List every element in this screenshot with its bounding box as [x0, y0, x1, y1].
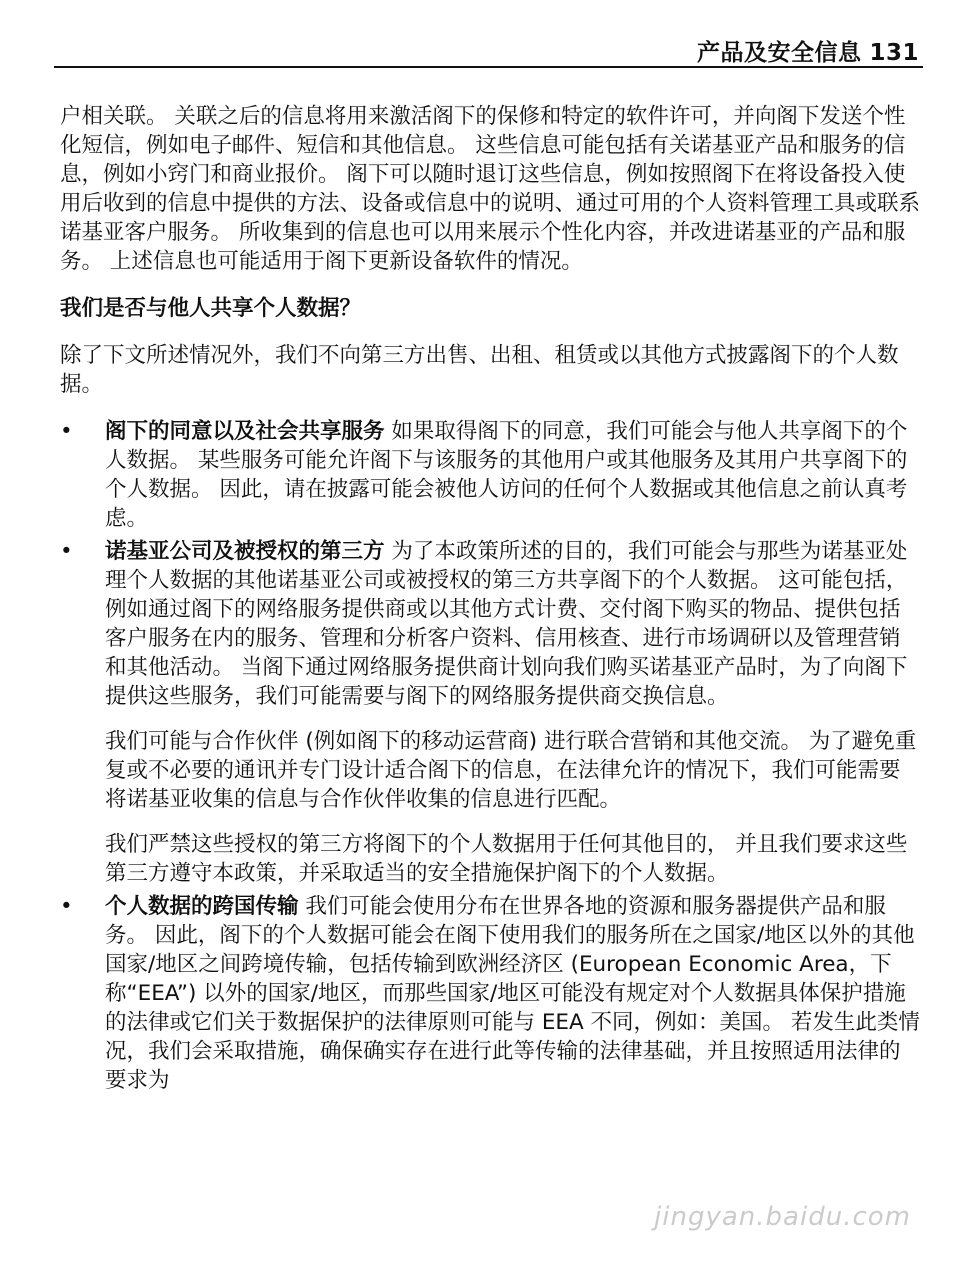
bullet-text: 我们可能会使用分布在世界各地的资源和服务器提供产品和服务。 因此，阁下的个人数据可能会在阁下使用我们的服务所在之国家/地区以外的其他国家/地区之间跨境传输，包括传输到欧洲经济区 (European Economic Area，下称“EEA”) 以外的国家/地区，而那些国家/地区可能没有规定对个人数据具体保护措施的法律或它们关于数据保护的法律原则可能与 EEA 不同，例如：美国。 若发生此类情况，我们会采取措施，确保确实存在进行此等传输的法律基础，并且按照适用法律的要求为 [105, 894, 920, 1093]
sharing-intro-paragraph: 除了下文所述情况外，我们不向第三方出售、出租、租赁或以其他方式披露阁下的个人数据。 [60, 343, 899, 397]
bullet-text: 如果取得阁下的同意，我们可能会与他人共享阁下的个人数据。 某些服务可能允许阁下与该服务的其他用户或其他服务及其用户共享阁下的个人数据。 因此，请在披露可能会被他人访问的任何个人数据或其他信息之前认真考虑。 [105, 419, 908, 531]
page-number: 131 [869, 40, 919, 66]
bullet-icon: • [60, 894, 73, 919]
bullet-title: 阁下的同意以及社会共享服务 [105, 419, 385, 444]
bullet-cross-border [60, 892, 920, 1095]
bullet-text: 为了本政策所述的目的，我们可能会与那些为诺基亚处理个人数据的其他诺基亚公司或被授权的第三方共享阁下的个人数据。 这可能包括，例如通过阁下的网络服务提供商或以其他方式计费、交付阁下购买的物品、提供包括客户服务在内的服务、管理和分析客户资料、信用核查、进行市场调研以及管理营销和其他活动。 当阁下通过网络服务提供商计划向我们购买诺基亚产品时，为了向阁下提供这些服务，我们可能需要与阁下的网络服务提供商交换信息。 [105, 539, 908, 709]
bullet-title: 个人数据的跨国传输 [105, 894, 299, 919]
page-header [54, 30, 923, 68]
bullet-icon: • [60, 539, 73, 564]
document-body [60, 102, 920, 1099]
bullet-title: 诺基亚公司及被授权的第三方 [105, 539, 385, 564]
section-title: 产品及安全信息 [696, 40, 862, 66]
bullet-third-parties [60, 537, 920, 711]
bullet-icon: • [60, 419, 73, 444]
bullet-subparagraph: 我们可能与合作伙伴 (例如阁下的移动运营商) 进行联合营销和其他交流。 为了避免重复或不必要的通讯并专门设计适合阁下的信息，在法律允许的情况下，我们可能需要将诺基亚收集的信息与合作伙伴收集的信息进行匹配。 [105, 729, 917, 812]
header-title-group [697, 34, 919, 67]
bullet-subparagraph: 我们严禁这些授权的第三方将阁下的个人数据用于任何其他目的， 并且我们要求这些第三方遵守本政策，并采取适当的安全措施保护阁下的个人数据。 [105, 832, 908, 886]
watermark: jingyan.baidu.com [654, 1202, 911, 1232]
bullet-consent [60, 417, 920, 533]
intro-paragraph: 户相关联。 关联之后的信息将用来激活阁下的保修和特定的软件许可，并向阁下发送个性化短信，例如电子邮件、短信和其他信息。 这些信息可能包括有关诺基亚产品和服务的信息，例如小窍门和商业报价。 阁下可以随时退订这些信息，例如按照阁下在将设备投入使用后收到的信息中提供的方法、设备或信息中的说明、通过可用的个人资料管理工具或联系诺基亚客户服务。 所收集到的信息也可以用来展示个性化内容，并改进诺基亚的产品和服务。 上述信息也可能适用于阁下更新设备软件的情况。 [60, 104, 921, 274]
section-heading: 我们是否与他人共享个人数据？ [60, 296, 362, 321]
